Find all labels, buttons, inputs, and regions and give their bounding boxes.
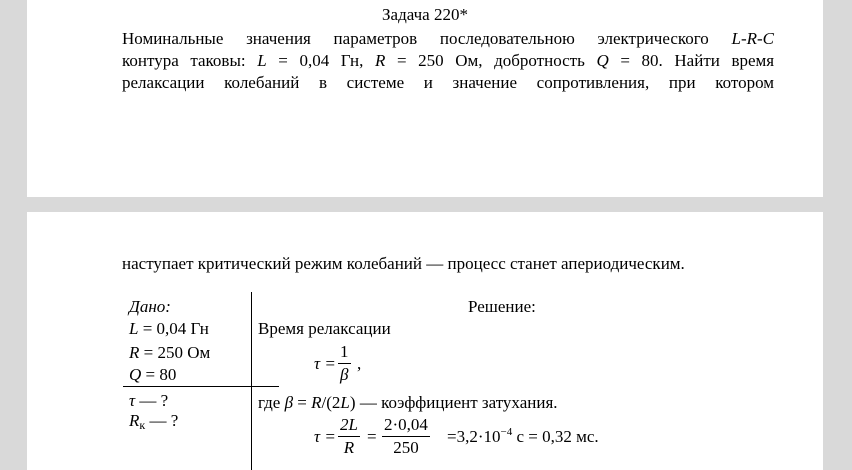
- eq2-equals: =: [367, 427, 377, 446]
- eq2-fraction-numeric: $\frac{2\cdot 0,04}{250}$: [384, 415, 428, 457]
- problem-title: Задача 220*: [382, 5, 468, 24]
- page-top: [27, 0, 823, 197]
- eq1-tail: ,: [357, 354, 362, 373]
- problem-line-3: релаксации колебаний в системе и значение сопротивления, при котором: [122, 73, 774, 92]
- eq1-lhs: τ =: [314, 354, 336, 373]
- given-divider: [123, 386, 279, 387]
- eq1-fraction: $\frac{1}{\beta}$: [340, 342, 349, 384]
- eq2-fraction-symbolic: $\frac{2L}{R}$: [340, 415, 358, 457]
- beta-definition: где β = R/(2L) — коэффициент затухания.: [258, 393, 558, 412]
- eq2-result: $=3,2\cdot 10^{-4}$ с = 0,32 мс.: [447, 426, 599, 446]
- relaxation-label: Время релаксации: [258, 319, 391, 338]
- problem-line-1: Номинальные значения параметров последовательною электрического L-R-C: [122, 29, 774, 48]
- find-row-rk: $R_к$ — ?: [129, 411, 179, 432]
- eq2-lhs: τ =: [314, 427, 336, 446]
- given-row-l: L = 0,04 Гн: [129, 319, 209, 338]
- solution-header: Решение:: [468, 297, 536, 316]
- page-bottom: [27, 212, 823, 470]
- solution-divider: [251, 292, 252, 470]
- problem-line-4: наступает критический режим колебаний — процесс станет апериодическим.: [122, 254, 685, 273]
- find-row-tau: τ — ?: [129, 391, 169, 410]
- given-row-r: R = 250 Ом: [129, 343, 211, 362]
- problem-line-2: контура таковы: L = 0,04 Гн, R = 250 Ом, добротность Q = 80. Найти время: [122, 51, 775, 70]
- given-header: Дано:: [129, 297, 171, 316]
- given-row-q: Q = 80: [129, 365, 177, 384]
